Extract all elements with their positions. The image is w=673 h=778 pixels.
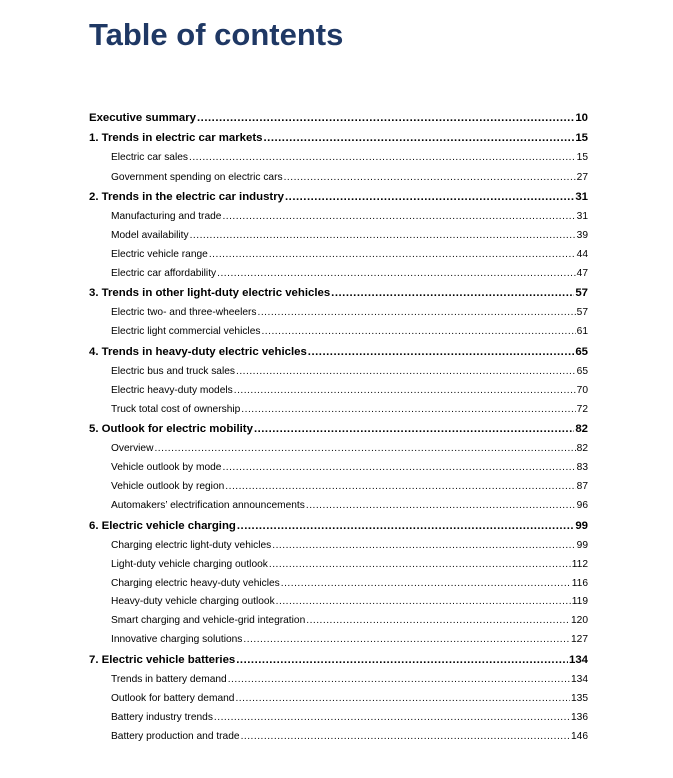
dot-leader bbox=[241, 731, 570, 742]
dot-leader bbox=[228, 674, 570, 685]
dot-leader bbox=[225, 481, 575, 492]
dot-leader bbox=[269, 559, 571, 570]
dot-leader bbox=[236, 654, 568, 666]
toc-chapter-entry[interactable] bbox=[89, 112, 588, 124]
toc-section-entry[interactable] bbox=[111, 500, 588, 511]
toc-page-number: 39 bbox=[576, 230, 588, 241]
toc-section-entry[interactable] bbox=[111, 366, 588, 377]
toc-page-number: 96 bbox=[576, 500, 588, 511]
toc-page-number: 57 bbox=[576, 307, 588, 318]
toc-page-number: 31 bbox=[575, 191, 588, 203]
toc-page-number: 15 bbox=[576, 152, 588, 163]
dot-leader bbox=[284, 172, 576, 183]
toc-section-entry[interactable] bbox=[111, 211, 588, 222]
dot-leader bbox=[236, 366, 576, 377]
dot-leader bbox=[235, 693, 570, 704]
toc-chapter-entry[interactable] bbox=[89, 287, 588, 299]
toc-page-number: 127 bbox=[571, 634, 588, 645]
dot-leader bbox=[276, 596, 571, 607]
toc-page-number: 15 bbox=[575, 132, 588, 144]
toc-section-entry[interactable] bbox=[111, 172, 588, 183]
toc-page-number: 116 bbox=[571, 578, 588, 589]
dot-leader bbox=[306, 500, 576, 511]
toc-page-number: 99 bbox=[575, 520, 588, 532]
toc-section-entry[interactable] bbox=[111, 404, 588, 415]
toc-entry-label: Trends in battery demand bbox=[111, 674, 227, 685]
toc-entry-label: 1. Trends in electric car markets bbox=[89, 132, 263, 144]
toc-page-number: 82 bbox=[576, 443, 588, 454]
toc-entry-label: Truck total cost of ownership bbox=[111, 404, 241, 415]
toc-entry-label: 4. Trends in heavy-duty electric vehicles bbox=[89, 346, 307, 358]
toc-entry-label: Smart charging and vehicle-grid integration bbox=[111, 615, 306, 626]
toc-entry-label: Manufacturing and trade bbox=[111, 211, 222, 222]
toc-entry-label: 3. Trends in other light-duty electric vehicles bbox=[89, 287, 331, 299]
dot-leader bbox=[209, 249, 576, 260]
toc-entry-label: Electric bus and truck sales bbox=[111, 366, 236, 377]
toc-page-number: 112 bbox=[571, 559, 588, 570]
dot-leader bbox=[254, 423, 574, 435]
toc-page-number: 135 bbox=[571, 693, 588, 704]
toc-entry-label: Electric car sales bbox=[111, 152, 188, 163]
toc-entry-label: 6. Electric vehicle charging bbox=[89, 520, 236, 532]
dot-leader bbox=[306, 615, 570, 626]
toc-section-entry[interactable] bbox=[111, 615, 588, 626]
dot-leader bbox=[222, 462, 575, 473]
toc-section-entry[interactable] bbox=[111, 249, 588, 260]
dot-leader bbox=[189, 152, 576, 163]
toc-section-entry[interactable] bbox=[111, 731, 588, 742]
toc-page-number: 82 bbox=[575, 423, 588, 435]
toc-page-number: 146 bbox=[571, 731, 588, 742]
toc-entry-label: Outlook for battery demand bbox=[111, 693, 235, 704]
toc-page-number: 136 bbox=[571, 712, 588, 723]
dot-leader bbox=[217, 268, 576, 279]
toc-entry-label: 5. Outlook for electric mobility bbox=[89, 423, 253, 435]
toc-entry-label: Electric light commercial vehicles bbox=[111, 326, 261, 337]
dot-leader bbox=[281, 578, 571, 589]
toc-page-number: 47 bbox=[576, 268, 588, 279]
toc-section-entry[interactable] bbox=[111, 326, 588, 337]
toc-entry-label: Vehicle outlook by mode bbox=[111, 462, 222, 473]
toc-section-entry[interactable] bbox=[111, 540, 588, 551]
toc-section-entry[interactable] bbox=[111, 385, 588, 396]
toc-section-entry[interactable] bbox=[111, 481, 588, 492]
toc-entry-label: Heavy-duty vehicle charging outlook bbox=[111, 596, 275, 607]
dot-leader bbox=[190, 230, 576, 241]
toc-entry-label: Automakers’ electrification announcements bbox=[111, 500, 305, 511]
toc-page-number: 120 bbox=[571, 615, 588, 626]
dot-leader bbox=[258, 307, 576, 318]
toc-section-entry[interactable] bbox=[111, 596, 588, 607]
toc-section-entry[interactable] bbox=[111, 674, 588, 685]
toc-page-number: 99 bbox=[576, 540, 588, 551]
toc-entry-label: Battery production and trade bbox=[111, 731, 240, 742]
dot-leader bbox=[237, 520, 574, 532]
toc-entry-label: Electric two- and three-wheelers bbox=[111, 307, 257, 318]
toc-page-number: 61 bbox=[576, 326, 588, 337]
toc-entry-label: Electric heavy-duty models bbox=[111, 385, 233, 396]
toc-page-number: 134 bbox=[571, 674, 588, 685]
toc-entry-label: Overview bbox=[111, 443, 154, 454]
page-title: Table of contents bbox=[89, 17, 344, 52]
toc-section-entry[interactable] bbox=[111, 578, 588, 589]
toc-page-number: 83 bbox=[576, 462, 588, 473]
toc-page-number: 72 bbox=[576, 404, 588, 415]
toc-section-entry[interactable] bbox=[111, 634, 588, 645]
toc-entry-label: Vehicle outlook by region bbox=[111, 481, 225, 492]
toc-chapter-entry[interactable] bbox=[89, 520, 588, 532]
dot-leader bbox=[154, 443, 575, 454]
toc-section-entry[interactable] bbox=[111, 268, 588, 279]
toc-entry-label: Executive summary bbox=[89, 112, 197, 124]
toc-entry-label: 2. Trends in the electric car industry bbox=[89, 191, 284, 203]
toc-section-entry[interactable] bbox=[111, 693, 588, 704]
toc-section-entry[interactable] bbox=[111, 152, 588, 163]
toc-entry-label: Light-duty vehicle charging outlook bbox=[111, 559, 268, 570]
toc-chapter-entry[interactable] bbox=[89, 423, 588, 435]
toc-page-number: 27 bbox=[576, 172, 588, 183]
dot-leader bbox=[222, 211, 575, 222]
dot-leader bbox=[197, 112, 574, 124]
toc-chapter-entry[interactable] bbox=[89, 346, 588, 358]
toc-page-number: 134 bbox=[568, 654, 588, 666]
dot-leader bbox=[308, 346, 575, 358]
toc-page-number: 70 bbox=[576, 385, 588, 396]
toc-page-number: 65 bbox=[576, 366, 588, 377]
toc-page-number: 10 bbox=[575, 112, 588, 124]
toc-entry-label: Charging electric heavy-duty vehicles bbox=[111, 578, 280, 589]
dot-leader bbox=[261, 326, 575, 337]
dot-leader bbox=[234, 385, 576, 396]
toc-section-entry[interactable] bbox=[111, 307, 588, 318]
toc-section-entry[interactable] bbox=[111, 712, 588, 723]
dot-leader bbox=[272, 540, 575, 551]
toc-entry-label: Charging electric light-duty vehicles bbox=[111, 540, 272, 551]
toc-entry-label: Innovative charging solutions bbox=[111, 634, 243, 645]
toc-entry-label: Battery industry trends bbox=[111, 712, 213, 723]
toc-section-entry[interactable] bbox=[111, 559, 588, 570]
toc-page-number: 44 bbox=[576, 249, 588, 260]
toc-page-number: 57 bbox=[575, 287, 588, 299]
dot-leader bbox=[214, 712, 570, 723]
toc-section-entry[interactable] bbox=[111, 443, 588, 454]
toc-chapter-entry[interactable] bbox=[89, 191, 588, 203]
dot-leader bbox=[241, 404, 575, 415]
toc-page-number: 65 bbox=[575, 346, 588, 358]
dot-leader bbox=[285, 191, 574, 203]
toc-section-entry[interactable] bbox=[111, 230, 588, 241]
toc-page-number: 119 bbox=[571, 596, 588, 607]
toc-entry-label: Electric vehicle range bbox=[111, 249, 208, 260]
dot-leader bbox=[263, 132, 574, 144]
toc-section-entry[interactable] bbox=[111, 462, 588, 473]
toc-page-number: 31 bbox=[576, 211, 588, 222]
toc-entry-label: Model availability bbox=[111, 230, 189, 241]
dot-leader bbox=[331, 287, 574, 299]
toc-entry-label: Government spending on electric cars bbox=[111, 172, 283, 183]
dot-leader bbox=[243, 634, 570, 645]
toc-entry-label: 7. Electric vehicle batteries bbox=[89, 654, 236, 666]
toc-page-number: 87 bbox=[576, 481, 588, 492]
toc-chapter-entry[interactable] bbox=[89, 132, 588, 144]
toc-entry-label: Electric car affordability bbox=[111, 268, 217, 279]
toc-chapter-entry[interactable] bbox=[89, 654, 588, 666]
